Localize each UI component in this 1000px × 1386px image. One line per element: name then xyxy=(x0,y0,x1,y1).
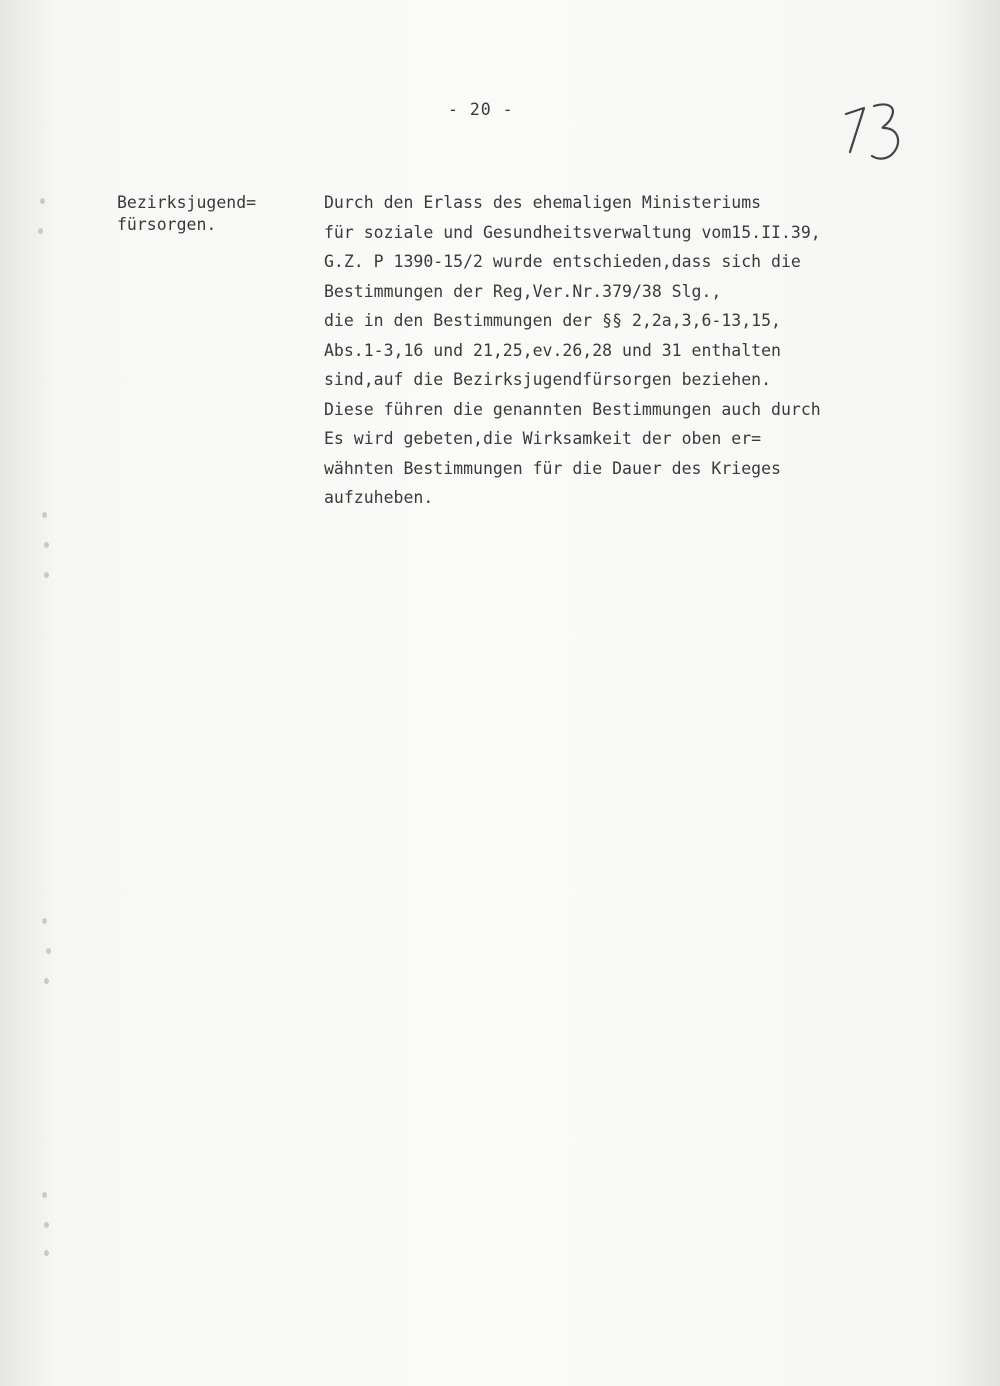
punch-mark xyxy=(42,918,47,924)
handwritten-page-number xyxy=(840,94,910,174)
body-line: Es wird gebeten,die Wirksamkeit der oben er= xyxy=(324,429,762,448)
body-line: sind,auf die Bezirksjugendfürsorgen beziehen. xyxy=(324,370,772,389)
punch-mark xyxy=(44,1250,49,1256)
punch-mark xyxy=(44,1222,49,1228)
side-label-line: fürsorgen. xyxy=(117,215,217,234)
body-line: wähnten Bestimmungen für die Dauer des Krieges xyxy=(324,458,781,478)
punch-mark xyxy=(44,978,49,984)
side-label xyxy=(117,192,307,236)
punch-mark xyxy=(42,512,47,518)
page-number: - 20 - xyxy=(448,100,514,119)
body-line: G.Z. P 1390-15/2 wurde entschieden,dass sich die xyxy=(324,252,801,271)
punch-mark xyxy=(44,542,49,548)
body-line: Diese führen die genannten Bestimmungen auch durch xyxy=(324,399,821,419)
side-label-line: Bezirksjugend= xyxy=(117,193,257,212)
punch-mark xyxy=(38,228,43,234)
punch-mark xyxy=(40,198,45,204)
body-line: Bestimmungen der Reg,Ver.Nr.379/38 Slg., xyxy=(324,281,722,301)
body-line: Abs.1-3,16 und 21,25,ev.26,28 und 31 enthalten xyxy=(324,340,781,360)
punch-mark xyxy=(42,1192,47,1198)
punch-mark xyxy=(46,948,51,954)
body-line: aufzuheben. xyxy=(324,488,434,507)
body-line: die in den Bestimmungen der §§ 2,2a,3,6-13,15, xyxy=(324,311,781,330)
punch-mark xyxy=(44,572,49,578)
body-paragraph xyxy=(324,188,964,513)
body-line: Durch den Erlass des ehemaligen Ministeriums xyxy=(324,193,762,212)
body-line: für soziale und Gesundheitsverwaltung vom15.II.39, xyxy=(324,222,821,242)
